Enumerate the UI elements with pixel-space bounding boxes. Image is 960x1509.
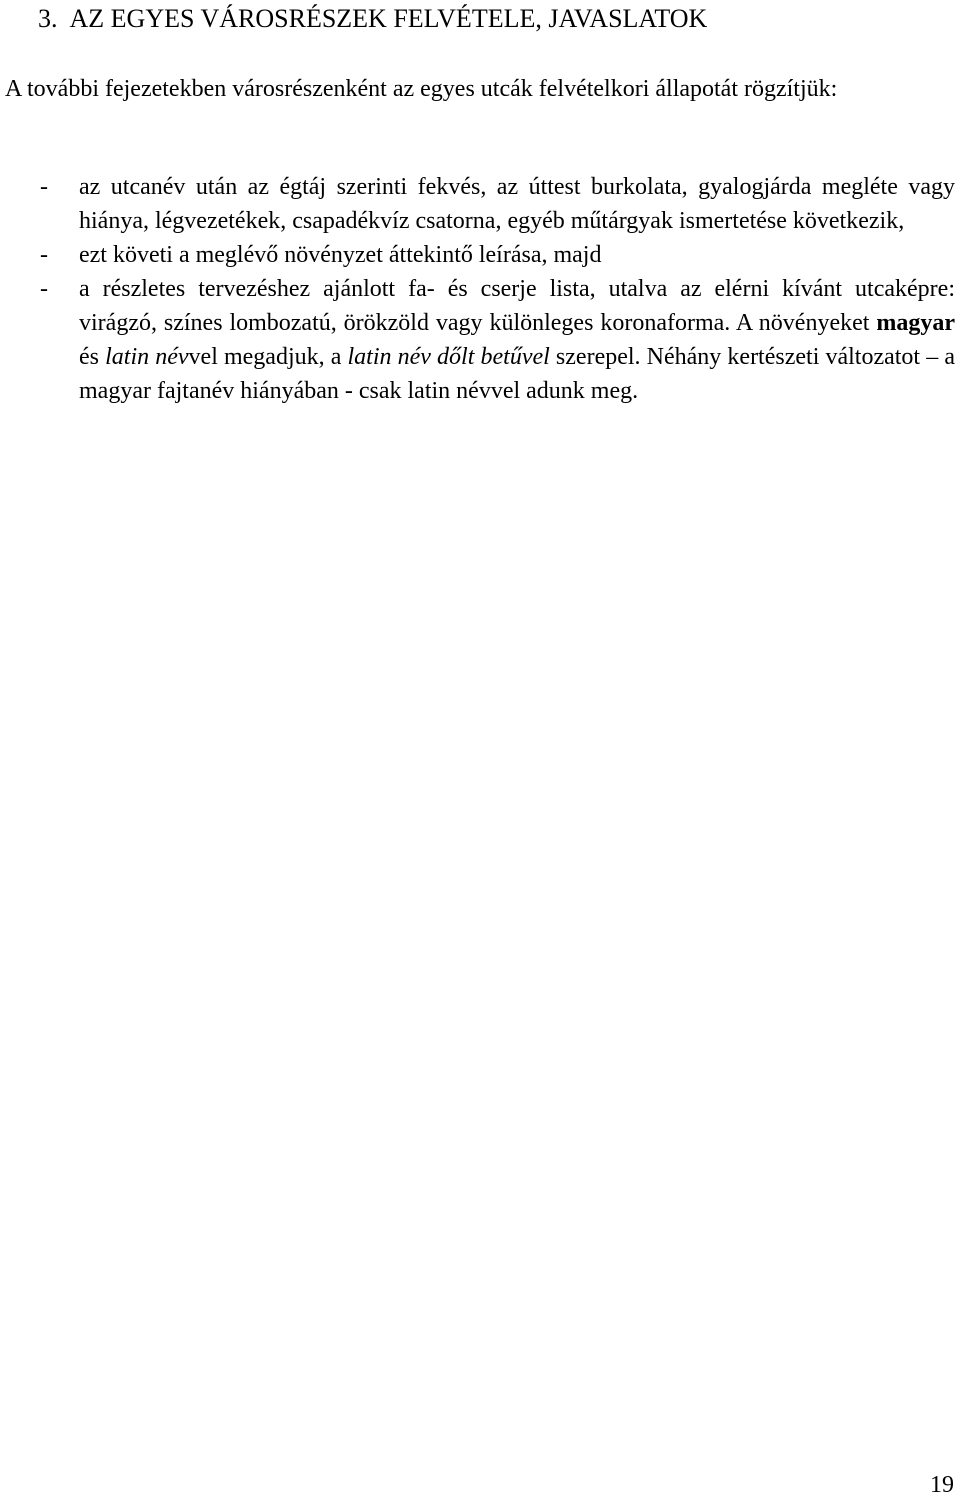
list-item-text bbox=[79, 276, 955, 404]
italic-term-dolt-betuvel: latin név dőlt betűvel bbox=[347, 344, 550, 370]
list-item-text: ezt követi a meglévő növényzet áttekintő leírása, majd bbox=[79, 242, 602, 268]
bold-term-magyar: magyar bbox=[876, 310, 955, 336]
page-number: 19 bbox=[930, 1472, 954, 1498]
intro-paragraph: A további fejezetekben városrészenként az egyes utcák felvételkori állapotát rögzítjük: bbox=[5, 76, 838, 102]
list-item bbox=[40, 170, 955, 238]
section-number: 3. bbox=[38, 4, 58, 33]
list-item bbox=[40, 238, 955, 272]
section-heading bbox=[38, 3, 707, 35]
content-list bbox=[40, 170, 955, 408]
list-bullet: - bbox=[40, 174, 48, 200]
text-run: szerepel. Néhány kertészeti változatot – a magyar fajtanév hiányában - csak latin névvel adunk meg. bbox=[79, 344, 955, 404]
italic-term-latin-nev: latin név bbox=[105, 344, 189, 370]
list-item bbox=[40, 272, 955, 408]
text-run: a részletes tervezéshez ajánlott fa- és cserje lista, utalva az elérni kívánt utcaképre: virágzó, színes lombozatú, örökzöld vagy különleges koronaforma. A növényeket bbox=[79, 276, 955, 336]
list-item-text: az utcanév után az égtáj szerinti fekvés, az úttest burkolata, gyalogjárda megléte vagy hiánya, légvezetékek, csapadékvíz csatorna, egyéb műtárgyak ismertetése következik, bbox=[79, 174, 955, 234]
text-run: és bbox=[79, 344, 106, 370]
section-title: AZ EGYES VÁROSRÉSZEK FELVÉTELE, JAVASLATOK bbox=[69, 4, 708, 33]
text-run: vel megadjuk, a bbox=[188, 344, 348, 370]
list-bullet: - bbox=[40, 276, 48, 302]
list-bullet: - bbox=[40, 242, 48, 268]
